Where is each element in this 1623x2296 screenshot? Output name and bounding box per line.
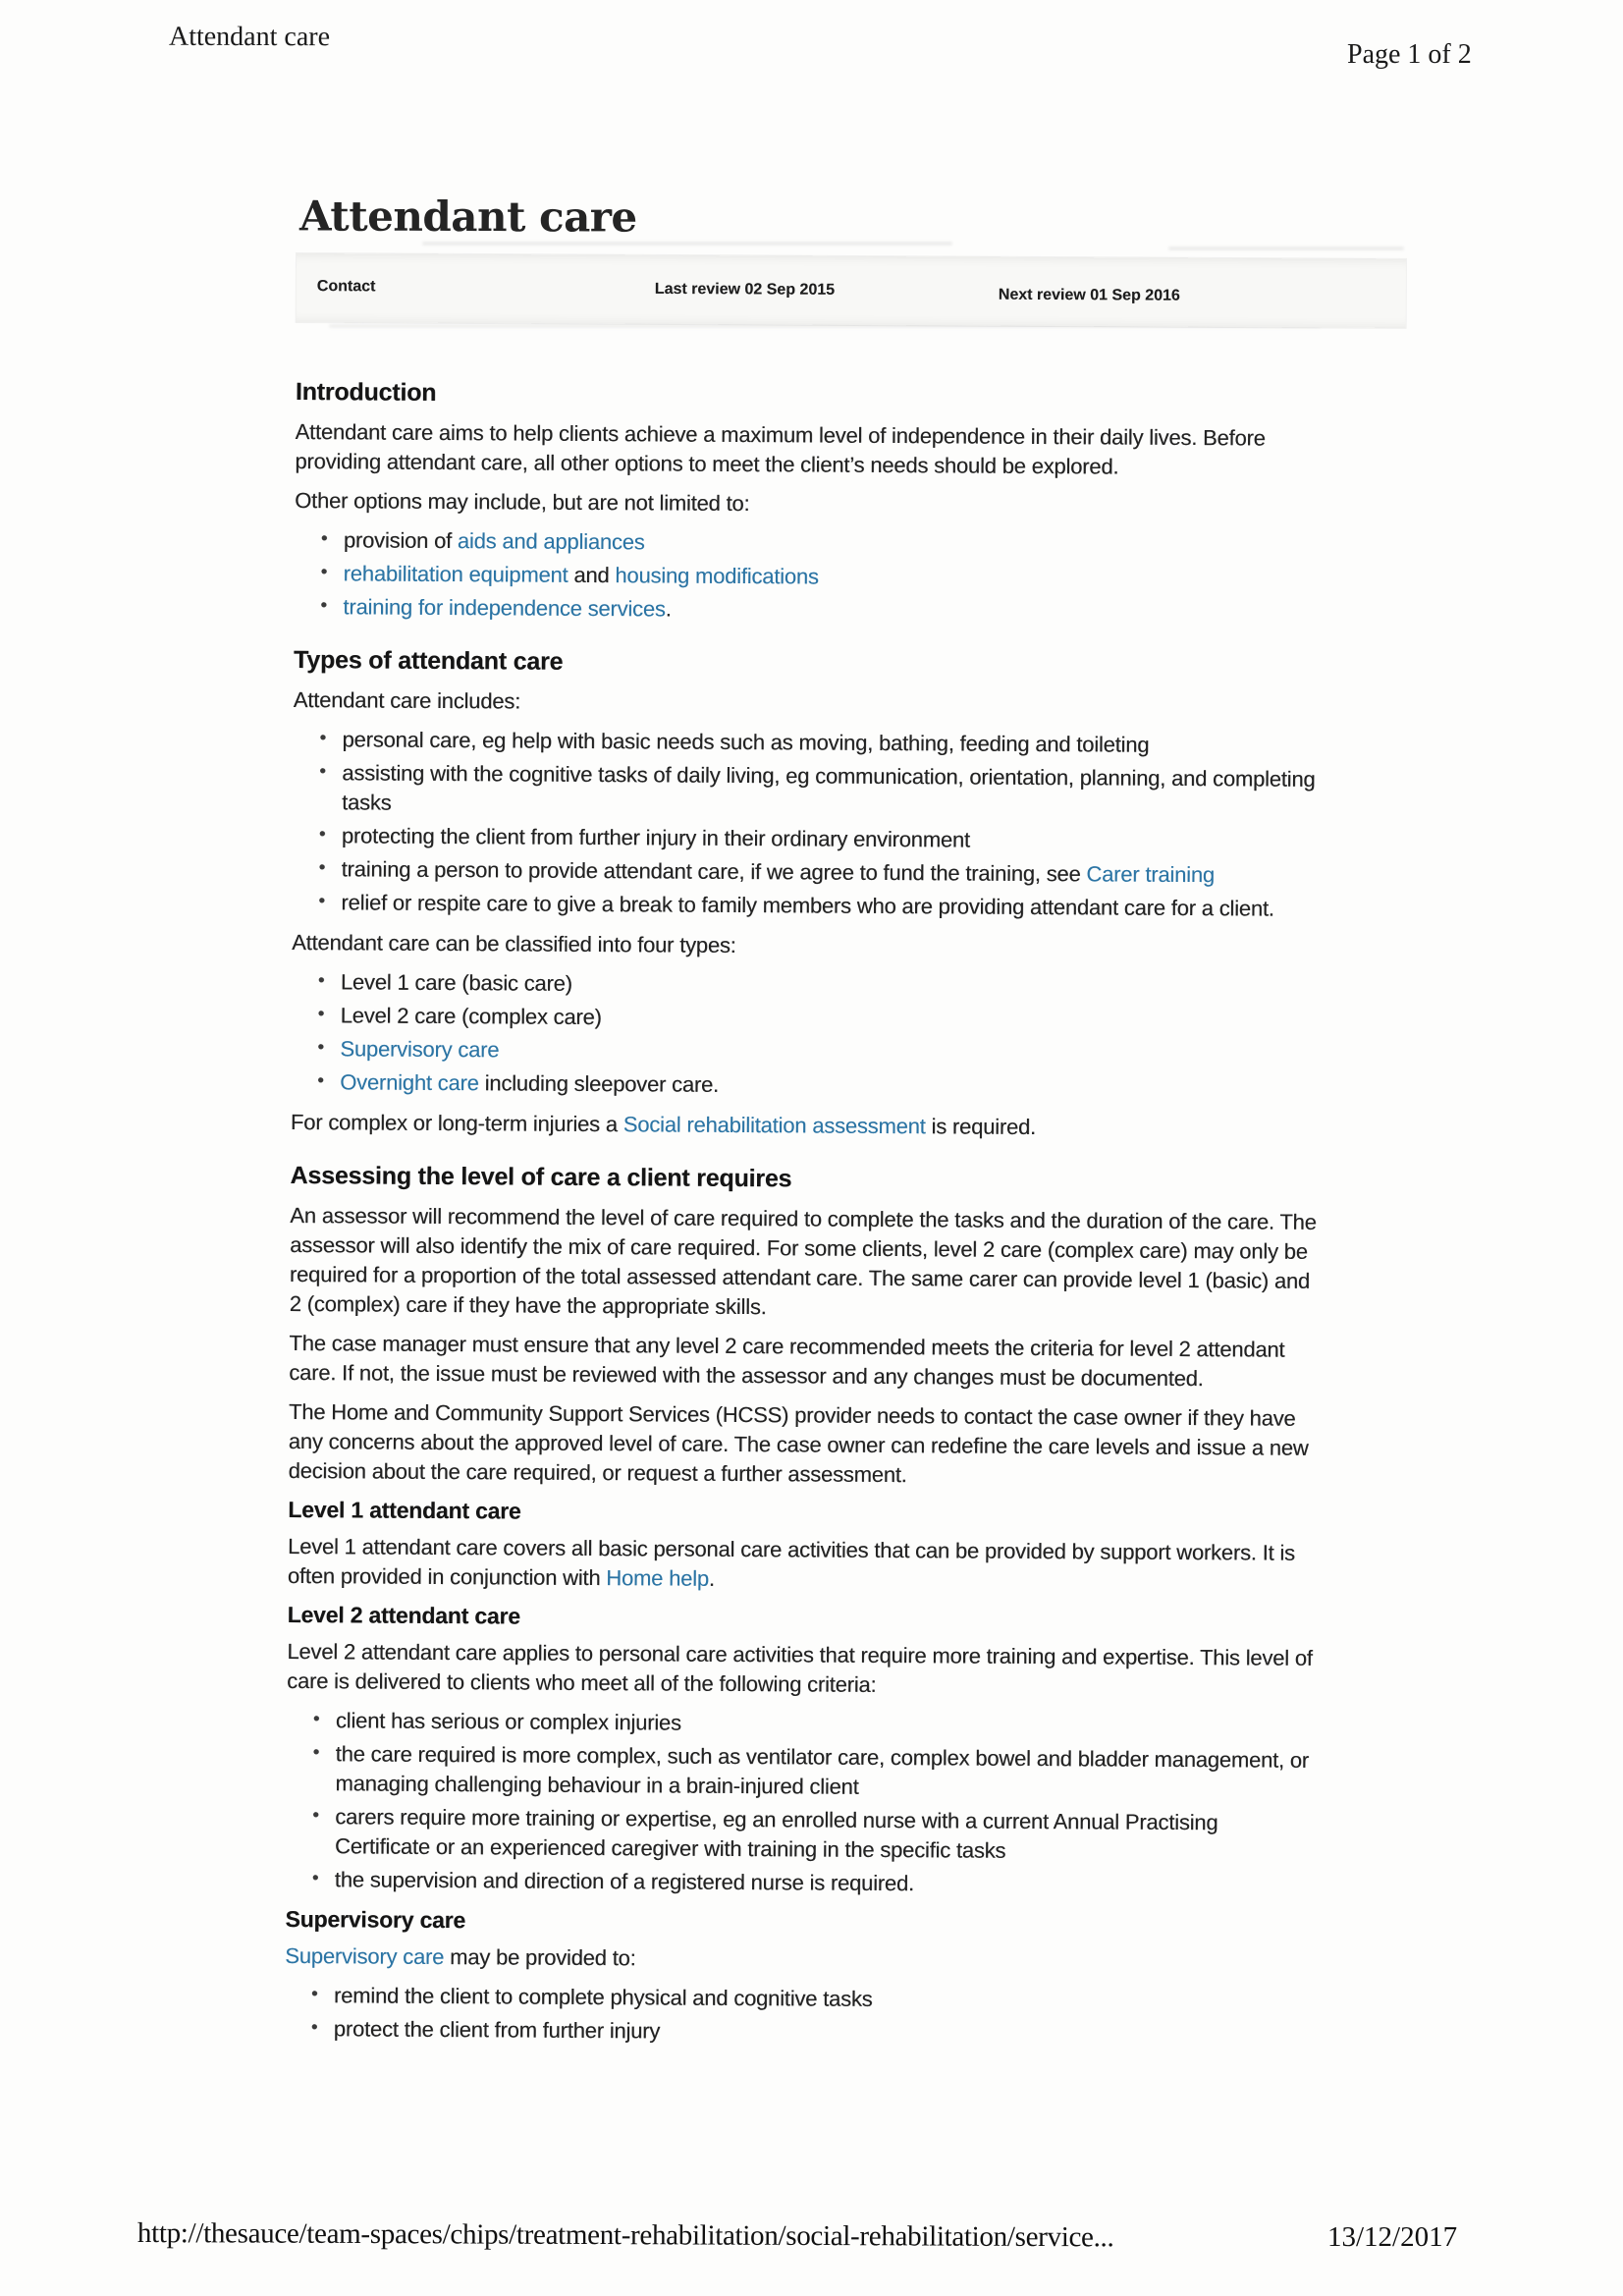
supervisory-list	[285, 1981, 1316, 2050]
training-for-independence-services-link[interactable]: training for independence services	[343, 594, 666, 622]
page-title: Attendant care	[298, 191, 637, 242]
assessing-paragraph-1	[290, 1201, 1322, 1326]
intro-paragraph-2	[295, 486, 1325, 522]
intro-paragraph-1	[295, 417, 1325, 483]
section-heading-assessing: Assessing the level of care a client requires	[290, 1161, 792, 1193]
list-item	[335, 1802, 1317, 1868]
types-paragraph-2	[292, 928, 1323, 964]
section-heading-types: Types of attendant care	[293, 645, 564, 676]
intro-options-list	[294, 525, 1325, 629]
home-help-link[interactable]: Home help	[606, 1565, 710, 1591]
level2-criteria-list	[286, 1706, 1318, 1901]
text-segment: personal care, eg help with basic needs such as moving, bathing, feeding and toileting	[342, 727, 1150, 757]
section-heading-introduction: Introduction	[295, 377, 437, 407]
text-segment: protecting the client from further injury in their ordinary environment	[341, 823, 970, 852]
subheading-supervisory: Supervisory care	[285, 1905, 466, 1934]
subheading-level1: Level 1 attendant care	[288, 1496, 521, 1524]
text-segment: Attendant care includes:	[293, 686, 521, 714]
assessing-paragraph-2	[289, 1329, 1320, 1394]
text-segment: Level 1 care (basic care)	[340, 969, 572, 996]
text-segment: the care required is more complex, such as ventilator care, complex bowel and bladder management, or managing challenging behaviour in a brain-injured client	[335, 1741, 1310, 1799]
types-paragraph-1	[294, 685, 1325, 722]
list-item	[342, 821, 1324, 857]
aids-and-appliances-link[interactable]: aids and appliances	[457, 528, 645, 555]
list-item	[335, 1739, 1317, 1805]
text-segment: Attendant care can be classified into four types:	[292, 929, 736, 957]
list-item	[343, 592, 1325, 629]
list-item	[336, 1706, 1318, 1742]
supervisory-care-link-2[interactable]: Supervisory care	[285, 1942, 445, 1970]
supervisory-care-link[interactable]: Supervisory care	[340, 1036, 500, 1063]
text-segment: the supervision and direction of a registered nurse is required.	[334, 1867, 915, 1896]
review-info-bar	[297, 253, 1406, 328]
list-item	[340, 1034, 1322, 1070]
list-item	[335, 1865, 1317, 1901]
carer-training-link[interactable]: Carer training	[1086, 861, 1216, 888]
text-segment: provision of	[343, 527, 458, 554]
text-segment: relief or respite care to give a break to family members who are providing attendant care for a client.	[341, 890, 1274, 921]
text-segment: and	[568, 562, 616, 588]
scan-artifact	[422, 242, 952, 246]
text-segment: training a person to provide attendant care, if we agree to fund the training, see	[341, 856, 1087, 887]
text-segment: is required.	[925, 1114, 1037, 1140]
list-item	[344, 525, 1325, 562]
subheading-level2: Level 2 attendant care	[287, 1601, 520, 1629]
text-segment: may be provided to:	[444, 1944, 636, 1971]
types-paragraph-3	[291, 1108, 1322, 1144]
list-item	[334, 2014, 1316, 2050]
text-segment: including sleepover care.	[478, 1070, 720, 1097]
contact-label[interactable]: Contact	[316, 278, 376, 296]
list-item	[341, 967, 1323, 1004]
print-header-title: Attendant care	[168, 21, 331, 53]
text-segment: remind the client to complete physical and cognitive tasks	[333, 1983, 873, 2011]
text-segment: protect the client from further injury	[333, 2016, 661, 2044]
text-segment: For complex or long-term injuries a	[290, 1109, 623, 1137]
document-body	[285, 377, 1326, 2061]
social-rehabilitation-assessment-link[interactable]: Social rehabilitation assessment	[622, 1112, 926, 1139]
text-segment: An assessor will recommend the level of care required to complete the tasks and the duration of the care. The assessor will also identify the mix of care required. For some clients, level 2 care (complex care) may only be required for a proportion of the total assessed attendant care. The same carer can provide level 1 (basic) and 2 (complex) care if they have the appropriate skills.	[289, 1202, 1317, 1320]
text-segment: Attendant care aims to help clients achieve a maximum level of independence in their daily lives. Before providing attendant care, all other options to meet the client’s needs should be explored.	[295, 418, 1266, 479]
text-segment: The Home and Community Support Services (HCSS) provider needs to contact the case owner if they have any concerns about the approved level of care. The case owner can redefine the care levels and issue a new decision about the care required, or request a further assessment.	[288, 1398, 1309, 1488]
print-footer-date: 13/12/2017	[1327, 2221, 1458, 2253]
level1-paragraph	[288, 1532, 1319, 1598]
overnight-care-link[interactable]: Overnight care	[340, 1069, 479, 1096]
list-item	[341, 1001, 1323, 1037]
assessing-paragraph-3	[289, 1397, 1321, 1493]
text-segment: client has serious or complex injuries	[335, 1708, 681, 1735]
types-includes-list	[292, 725, 1324, 924]
scan-artifact	[1168, 246, 1404, 250]
text-segment: .	[708, 1565, 715, 1591]
text-segment: Other options may include, but are not limited to:	[295, 487, 750, 517]
next-review-date: Next review 01 Sep 2016	[998, 286, 1180, 304]
list-item	[344, 559, 1325, 595]
list-item	[342, 854, 1324, 891]
list-item	[341, 888, 1323, 924]
level2-paragraph	[287, 1637, 1318, 1703]
text-segment: carers require more training or expertise, eg an enrolled nurse with a current Annual Practising Certificate or an experienced caregiver with training in the specific tasks	[334, 1804, 1218, 1863]
text-segment: The case manager must ensure that any level 2 care recommended meets the criteria for level 2 attendant care. If not, the issue must be reviewed with the assessor and any changes must be documented.	[289, 1330, 1285, 1392]
rehabilitation-equipment-link[interactable]: rehabilitation equipment	[343, 561, 568, 587]
print-footer-url: http://thesauce/team-spaces/chips/treatment-rehabilitation/social-rehabilitation/service...	[136, 2217, 1114, 2254]
text-segment: Level 1 attendant care covers all basic personal care activities that can be provided by support workers. It is often provided in conjunction with	[287, 1533, 1295, 1591]
text-segment: Level 2 care (complex care)	[340, 1003, 602, 1030]
types-four-types-list	[291, 967, 1323, 1104]
last-review-date: Last review 02 Sep 2015	[654, 280, 836, 299]
list-item	[340, 1067, 1322, 1104]
supervisory-paragraph	[285, 1941, 1316, 1978]
housing-modifications-link[interactable]: housing modifications	[615, 563, 819, 589]
print-header-page-number: Page 1 of 2	[1347, 39, 1472, 70]
list-item	[342, 758, 1324, 824]
text-segment: .	[665, 596, 672, 622]
list-item	[334, 1981, 1316, 2017]
text-segment: assisting with the cognitive tasks of daily living, eg communication, orientation, planning, and completing tasks	[342, 760, 1316, 815]
text-segment: Level 2 attendant care applies to personal care activities that require more training and expertise. This level of care is delivered to clients who meet all of the following criteria:	[287, 1638, 1313, 1697]
list-item	[342, 725, 1324, 761]
